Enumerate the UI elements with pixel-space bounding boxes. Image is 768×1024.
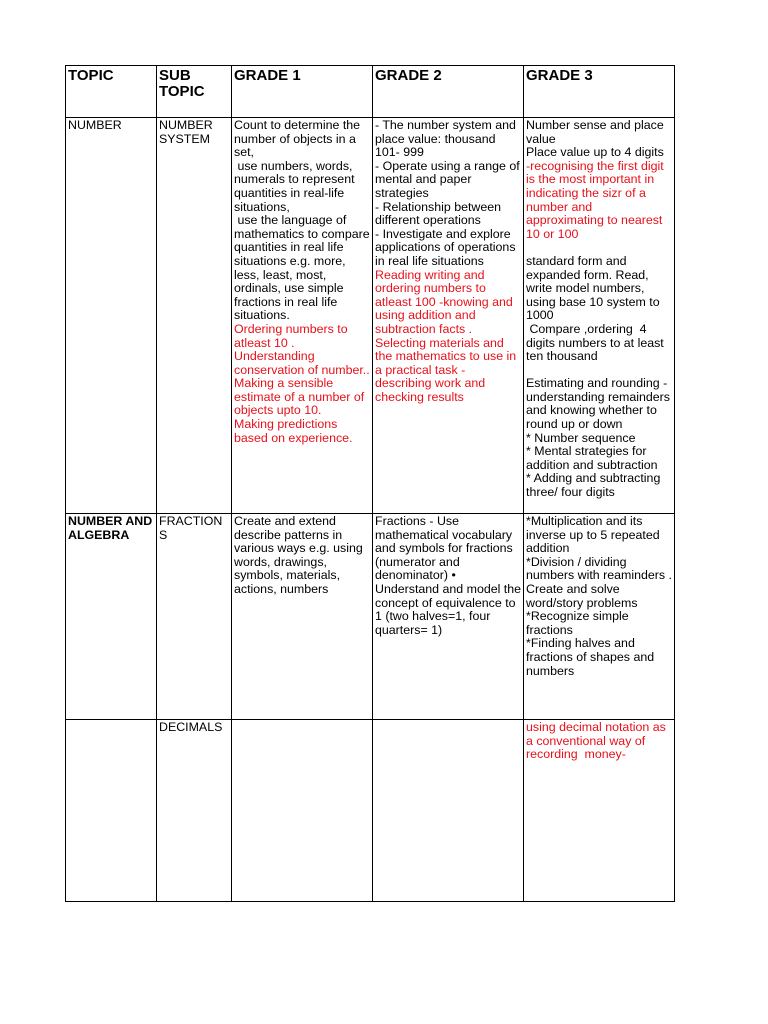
topic-cell <box>66 118 157 514</box>
header-grade-2: GRADE 2 <box>373 66 524 118</box>
grade-2-cell <box>373 720 524 902</box>
sub-topic-cell <box>157 118 232 514</box>
grade-1-text: Count to determine the number of objects in a set, use numbers, words, numerals to represent quantities in real-life situations, use the language of mathematics to compare quantities in real life situations e.g. more, less, least, most, ordinals, use simple fractions in real life situations. <box>234 118 370 323</box>
table-row <box>66 514 675 720</box>
spacer <box>526 241 673 255</box>
grade-3-cell <box>524 720 675 902</box>
grade-3-cell <box>524 514 675 720</box>
grade-2-text: - The number system and place value: thousand 101- 999 - Operate using a range of mental and paper strategies - Relationship between different operations - Investigate and explore applications of operations in real life situations <box>375 118 520 268</box>
grade-1-cell <box>232 720 373 902</box>
header-grade-3: GRADE 3 <box>524 66 675 118</box>
grade-2-highlight-text: Reading writing and ordering numbers to atleast 100 -knowing and using addition and subtraction facts . Selecting materials and the mathematics to use in a practical task - describing work and checking results <box>375 267 520 404</box>
topic-text: NUMBER <box>68 118 122 132</box>
grade-3-text: Estimating and rounding - understanding remainders and knowing whether to round up or down * Number sequence * Mental strategies for addition and subtraction * Adding and subtracting three/ four digits <box>526 376 670 500</box>
sub-topic-text: FRACTIONS <box>159 514 223 542</box>
grade-3-text: standard form and expanded form. Read, write model numbers, using base 10 system to 1000 Compare ,ordering 4 digits numbers to at least ten thousand <box>526 253 664 364</box>
topic-cell <box>66 720 157 902</box>
grade-3-highlight-text: using decimal notation as a conventional way of recording money- <box>526 720 670 762</box>
grade-1-text: Create and extend describe patterns in various ways e.g. using words, drawings, symbols, materials, actions, numbers <box>234 514 367 596</box>
grade-3-text: Number sense and place value Place value up to 4 digits <box>526 118 664 160</box>
grade-2-text: Fractions - Use mathematical vocabulary and symbols for fractions (numerator and denominator) • Understand and model the concept of equivalence to 1 (two halves=1, four quarters= 1) <box>375 514 525 637</box>
grade-3-text: *Multiplication and its inverse up to 5 repeated addition *Division / dividing numbers with reaminders . Create and solve word/story problems *Recognize simple fractions *Finding halves and fractions of shapes and numbers <box>526 514 672 678</box>
header-grade-1: GRADE 1 <box>232 66 373 118</box>
header-topic: TOPIC <box>66 66 157 118</box>
grade-1-cell <box>232 514 373 720</box>
grade-1-cell <box>232 118 373 514</box>
sub-topic-text: NUMBER SYSTEM <box>159 118 217 146</box>
header-row <box>66 66 675 118</box>
topic-cell <box>66 514 157 720</box>
curriculum-table <box>65 65 675 902</box>
grade-1-highlight-text: Ordering numbers to atleast 10 . Understanding conservation of number.. Making a sensible estimate of a number of objects upto 10. Making predictions based on experience. <box>234 321 370 445</box>
sub-topic-text: DECIMALS <box>159 720 223 734</box>
topic-text: NUMBER AND ALGEBRA <box>68 514 156 542</box>
header-sub-topic: SUB TOPIC <box>157 66 232 118</box>
grade-2-cell <box>373 118 524 514</box>
sub-topic-cell <box>157 514 232 720</box>
sub-topic-cell <box>157 720 232 902</box>
spacer <box>526 364 673 378</box>
grade-3-highlight-text: -recognising the first digit is the most important in indicating the sizr of a number and approximating to nearest 10 or 100 <box>526 158 668 241</box>
table-row <box>66 720 675 902</box>
grade-2-cell <box>373 514 524 720</box>
table-row <box>66 118 675 514</box>
grade-3-cell <box>524 118 675 514</box>
